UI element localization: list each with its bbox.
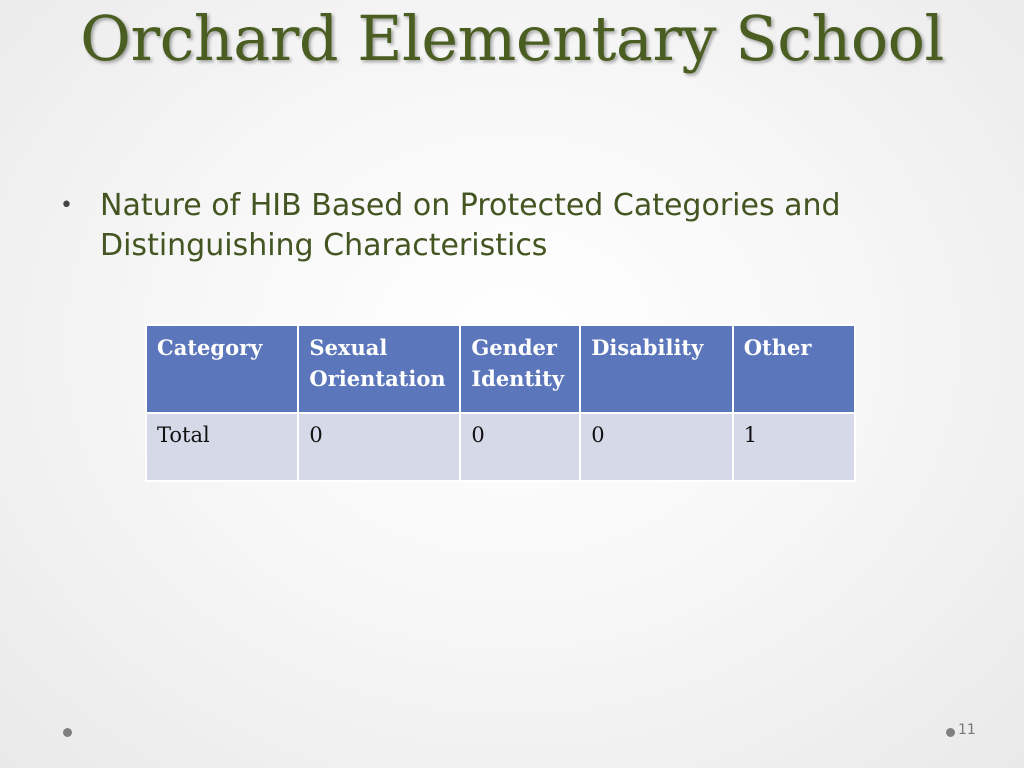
cell-other-value: 1 bbox=[733, 413, 855, 481]
header-disability: Disability bbox=[580, 325, 733, 413]
cell-sexual-orientation-value: 0 bbox=[298, 413, 460, 481]
corner-dot-icon bbox=[63, 728, 72, 737]
hib-table bbox=[145, 324, 856, 482]
slide-title: Orchard Elementary School bbox=[80, 2, 944, 75]
table-row bbox=[146, 413, 855, 481]
bullet-item bbox=[60, 186, 960, 266]
bullet-list bbox=[60, 186, 960, 266]
header-other: Other bbox=[733, 325, 855, 413]
bullet-text: Nature of HIB Based on Protected Categories and Distinguishing Characteristics bbox=[100, 188, 841, 263]
cell-gender-identity-value: 0 bbox=[460, 413, 580, 481]
cell-disability-value: 0 bbox=[580, 413, 733, 481]
cell-total-label: Total bbox=[146, 413, 298, 481]
header-gender-identity: Gender Identity bbox=[460, 325, 580, 413]
page-number: 11 bbox=[958, 722, 976, 738]
bullet-icon: • bbox=[60, 193, 73, 218]
header-category: Category bbox=[146, 325, 298, 413]
corner-dot-icon bbox=[946, 728, 955, 737]
table-header-row bbox=[146, 325, 855, 413]
header-sexual-orientation: Sexual Orientation bbox=[298, 325, 460, 413]
